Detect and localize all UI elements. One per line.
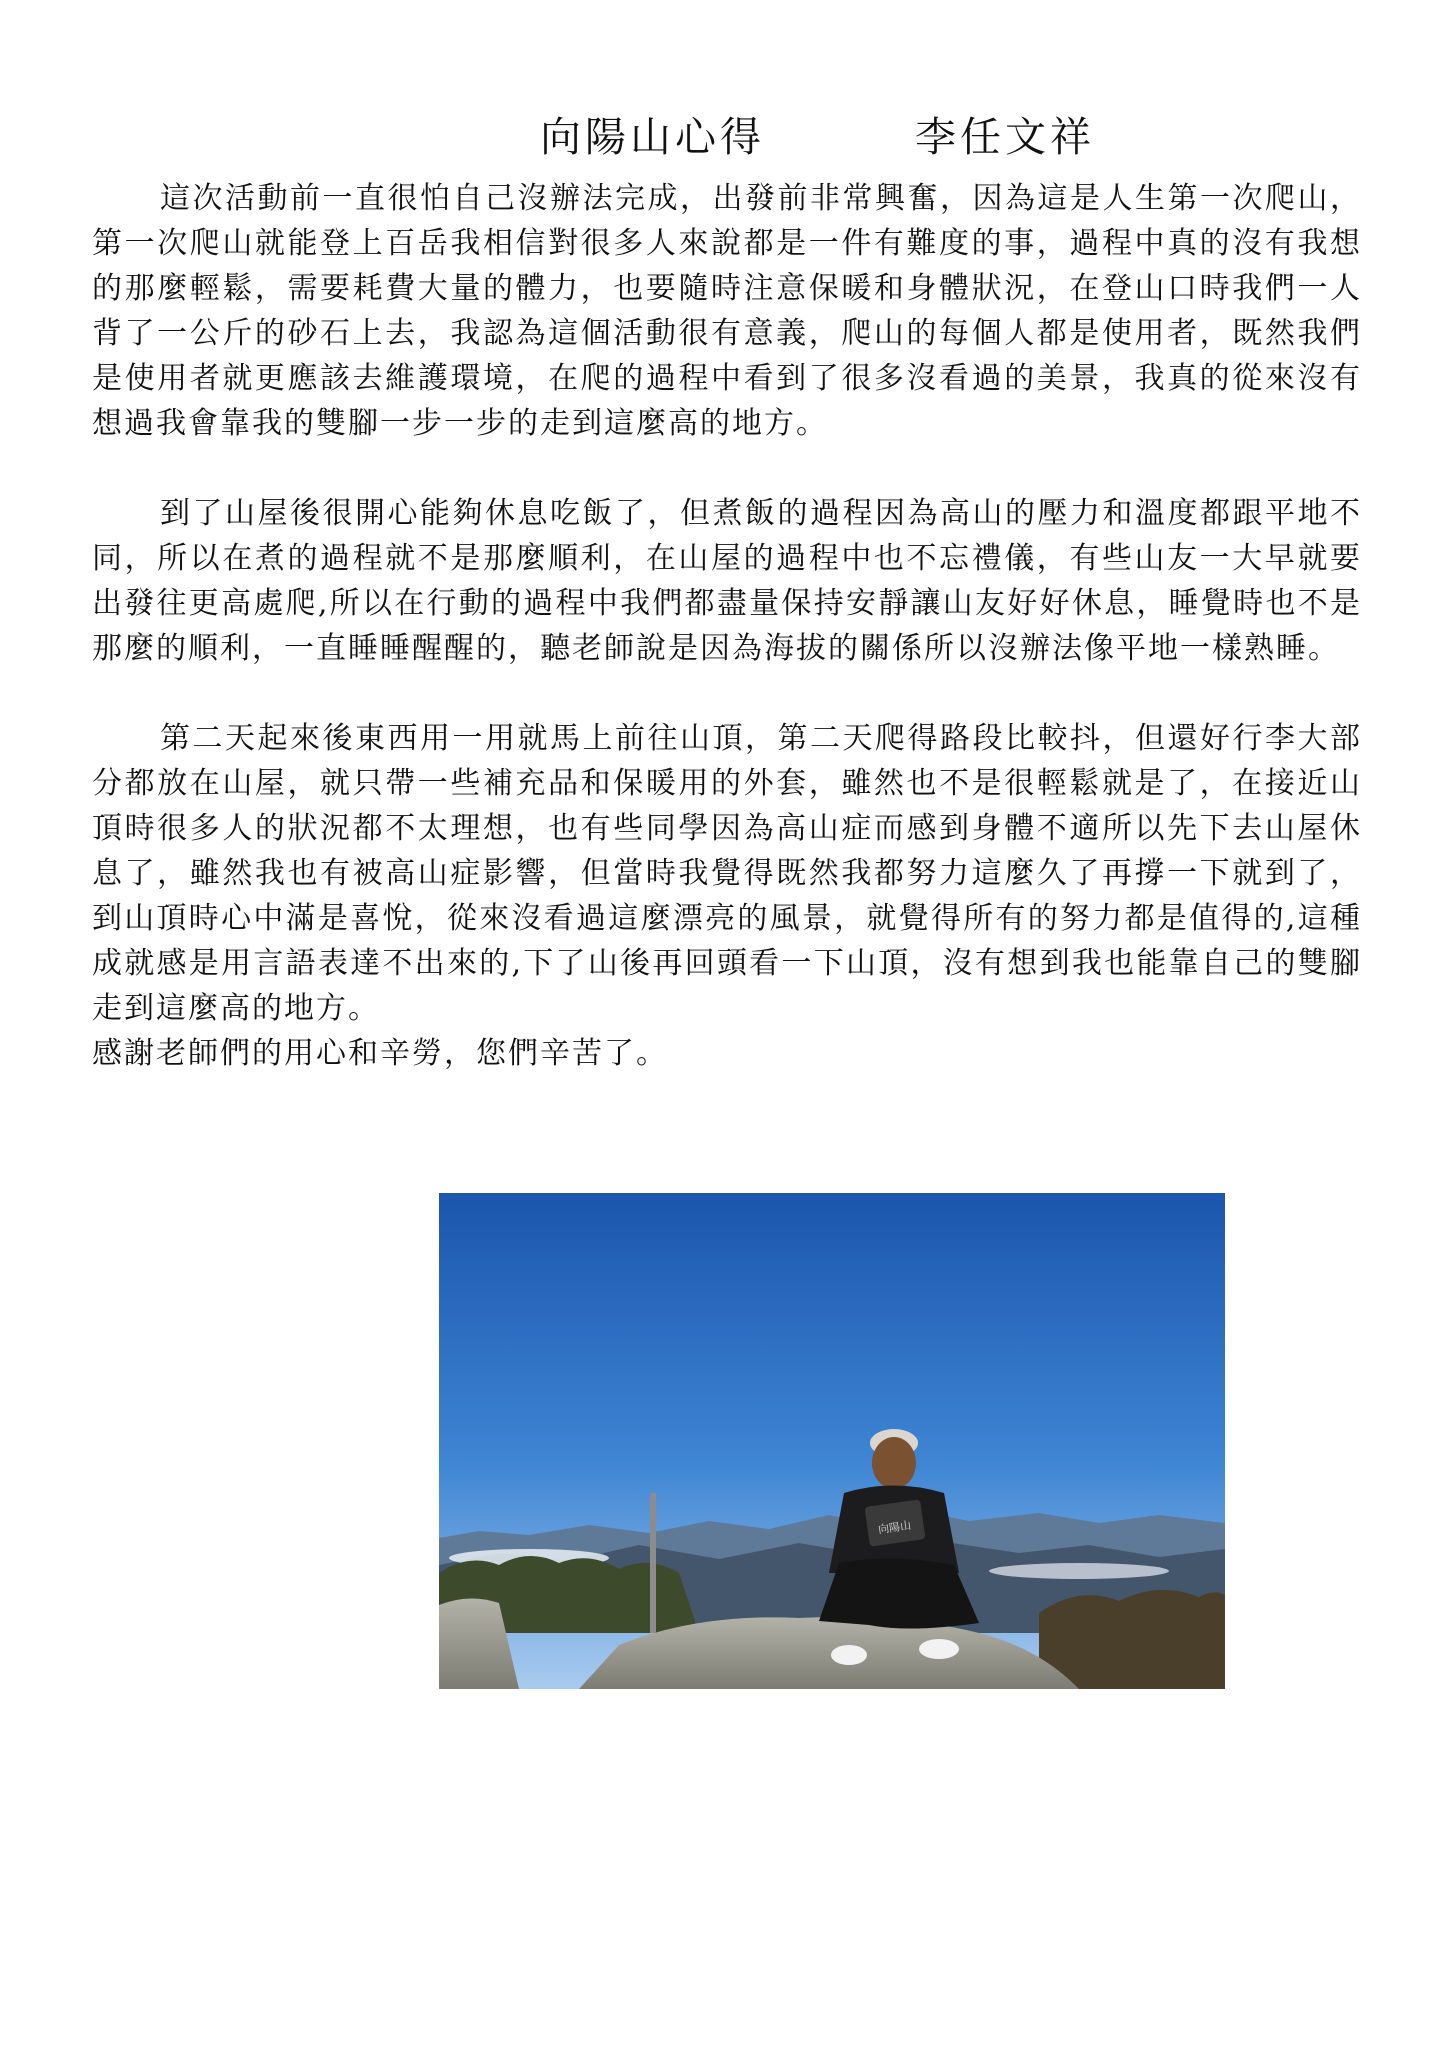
document-title bbox=[540, 104, 1095, 163]
author-name: 李任文祥 bbox=[915, 113, 1095, 161]
paragraph-1: 這次活動前一直很怕自己沒辦法完成，出發前非常興奮，因為這是人生第一次爬山，第一次爬山就能登上百岳我相信對很多人來說都是一件有難度的事，過程中真的沒有我想的那麼輕鬆，需要耗費大量的體力，也要隨時注意保暖和身體狀況，在登山口時我們一人背了一公斤的砂石上去，我認為這個活動很有意義，爬山的每個人都是使用者，既然我們是使用者就更應該去維護環境，在爬的過程中看到了很多沒看過的美景，我真的從來沒有想過我會靠我的雙腳一步一步的走到這麼高的地方。 bbox=[92, 181, 1362, 441]
closing-line: 感謝老師們的用心和辛勞，您們辛苦了。 bbox=[92, 1036, 668, 1071]
summit-pole bbox=[650, 1493, 656, 1633]
paragraph-3: 第二天起來後東西用一用就馬上前往山頂，第二天爬得路段比較抖，但還好行李大部分都放在山屋，就只帶一些補充品和保暖用的外套，雖然也不是很輕鬆就是了，在接近山頂時很多人的狀況都不太理想，也有些同學因為高山症而感到身體不適所以先下去山屋休息了，雖然我也有被高山症影響，但當時我覺得既然我都努力這麼久了再撐一下就到了，到山頂時心中滿是喜悅，從來沒看過這麼漂亮的風景，就覺得所有的努力都是值得的,這種成就感是用言語表達不出來的,下了山後再回頭看一下山頂，沒有想到我也能靠自己的雙腳走到這麼高的地方。 bbox=[92, 721, 1362, 1026]
summit-photo bbox=[439, 1193, 1225, 1689]
paragraph-2: 到了山屋後很開心能夠休息吃飯了，但煮飯的過程因為高山的壓力和溫度都跟平地不同，所以在煮的過程就不是那麼順利，在山屋的過程中也不忘禮儀，有些山友一大早就要出發往更高處爬,所以在行動的過程中我們都盡量保持安靜讓山友好好休息，睡覺時也不是那麼的順利，一直睡睡醒醒的，聽老師說是因為海拔的關係所以沒辦法像平地一樣熟睡。 bbox=[92, 496, 1362, 666]
title-text: 向陽山心得 bbox=[540, 113, 765, 161]
shrubs-right bbox=[1039, 1590, 1225, 1689]
summit-sign: 向陽山 bbox=[877, 1518, 912, 1537]
document-body bbox=[92, 176, 1362, 1076]
